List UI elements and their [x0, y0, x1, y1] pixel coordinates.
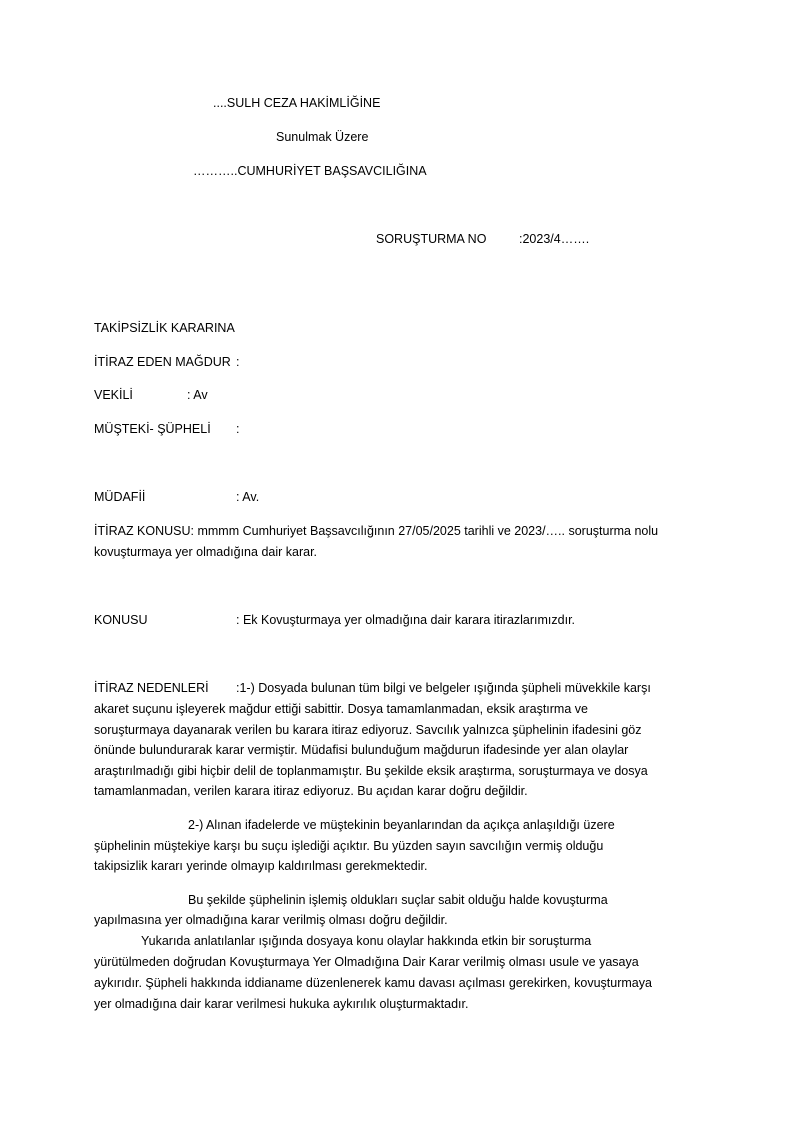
subject-label: KONUSU [94, 613, 148, 627]
defense-value: : Av. [236, 490, 260, 504]
reason-1-line-6: tamamlanmadan, verilen karara itiraz ediyoruz. Bu açıdan karar doğru değildir. [94, 784, 528, 798]
reason-2-line-2: şüphelinin müştekiye karşı bu suçu işlediği açıktır. Bu yüzden sayın savcılığın vermiş olduğu [94, 839, 604, 853]
reason-1-line-5: araştırılmadığı gibi hiçbir delil de toplanmamıştır. Bu şekilde eksik araştırma, soruşturmaya ve dosya [94, 764, 648, 778]
suspect-value: : [236, 422, 240, 436]
reasons-label: İTİRAZ NEDENLERİ [94, 681, 209, 695]
reason-1-line-2: akaret suçunu işleyerek mağdur ettiği sabittir. Dosya tamamlanmadan, eksik araştırma ve [94, 702, 588, 716]
paragraph-4-line-4: yer olmadığına dair karar verilmesi hukuka aykırılık oluşturmaktadır. [94, 997, 469, 1011]
investigation-number-value: :2023/4……. [519, 232, 590, 246]
objection-subject-line-2: kovuşturmaya yer olmadığına dair karar. [94, 545, 318, 559]
suspect-label: MÜŞTEKİ- ŞÜPHELİ [94, 422, 211, 436]
attorney-label: VEKİLİ [94, 388, 133, 402]
attorney-value: : Av [187, 388, 208, 402]
objection-subject-line-1: İTİRAZ KONUSU: mmmm Cumhuriyet Başsavcılığının 27/05/2025 tarihli ve 2023/….. soruşturma nolu [94, 524, 659, 538]
decision-title: TAKİPSİZLİK KARARINA [94, 321, 235, 335]
reason-1-line-1: :1-) Dosyada bulunan tüm bilgi ve belgeler ışığında şüpheli müvekkile karşı [236, 681, 651, 695]
prosecutor-heading: ………..CUMHURİYET BAŞSAVCILIĞINA [193, 164, 427, 178]
subject-value: : Ek Kovuşturmaya yer olmadığına dair karara itirazlarımızdır. [236, 613, 576, 627]
paragraph-3-line-1: Bu şekilde şüphelinin işlemiş oldukları suçlar sabit olduğu halde kovuşturma [188, 893, 608, 907]
reason-2-line-3: takipsizlik kararı yerinde olmayıp kaldırılması gerekmektedir. [94, 859, 428, 873]
reason-1-line-3: soruşturmaya dayanarak verilen bu karara itiraz ediyoruz. Savcılık yalnızca şüphelinin ifadesini göz [94, 723, 642, 737]
reason-2-line-1: 2-) Alınan ifadelerde ve müştekinin beyanlarından da açıkça anlaşıldığı üzere [188, 818, 615, 832]
paragraph-4-line-3: aykırıdır. Şüpheli hakkında iddianame düzenlenerek kamu davası açılması gerekirken, kovuşturmaya [94, 976, 652, 990]
reason-1-line-4: önünde bulundurarak karar vermiştir. Müdafisi bulunduğum mağdurun ifadesinde yer alan olaylar [94, 743, 629, 757]
paragraph-4-line-1: Yukarıda anlatılanlar ışığında dosyaya konu olaylar hakkında etkin bir soruşturma [141, 934, 592, 948]
court-heading: ....SULH CEZA HAKİMLİĞİNE [213, 96, 381, 110]
objector-value: : [236, 355, 240, 369]
defense-label: MÜDAFİİ [94, 490, 146, 504]
paragraph-4-line-2: yürütülmeden doğrudan Kovuşturmaya Yer Olmadığına Dair Karar verilmiş olması usule ve yasaya [94, 955, 639, 969]
objector-label: İTİRAZ EDEN MAĞDUR [94, 355, 231, 369]
submitted-note: Sunulmak Üzere [276, 130, 369, 144]
investigation-number-label: SORUŞTURMA NO [376, 232, 487, 246]
paragraph-3-line-2: yapılmasına yer olmadığına karar verilmiş olması doğru değildir. [94, 913, 448, 927]
